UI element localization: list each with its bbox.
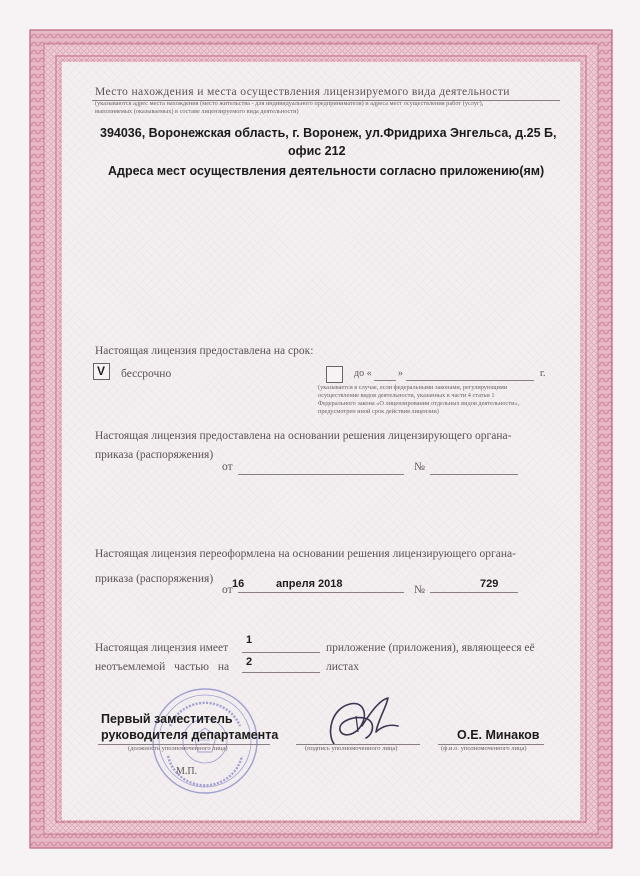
appendix-line1-suffix: приложение (приложения), являющееся её [326,642,535,654]
until-note-line2: осуществление видов деятельности, указанных в части 4 статьи 1 [318,392,495,399]
seal-label: М.П. [176,766,198,777]
signature-caption: (подпись уполномоченного лица) [305,745,398,752]
until-mid: » [398,368,403,379]
term-label: Настоящая лицензия предоставлена на срок: [95,345,314,357]
basis-line-1: Настоящая лицензия предоставлена на основании решения лицензирующего органа- [95,430,512,442]
indefinite-check-mark: V [97,364,106,378]
until-year-suffix: г. [540,368,546,379]
signer-name: О.Е. Минаков [457,728,540,742]
address-line-1: 394036, Воронежская область, г. Воронеж, ул.Фридриха Энгельса, д.25 Б, [100,126,557,140]
appendix-sheets-line [242,672,320,673]
appendix-line2-suffix: листах [326,661,360,673]
reissue-line-1: Настоящая лицензия переоформлена на основании решения лицензирующего органа- [95,548,516,560]
address-line-3: Адреса мест осуществления деятельности согласно приложению(ям) [108,164,545,178]
appendix-count-line [242,652,320,653]
reissue-line-2: приказа (распоряжения) [95,573,214,585]
until-note-line1: (указывается в случае, если федеральными законами, регулирующими [318,384,508,391]
header-note-line2: выполняемых (оказываемых) в составе лицензируемого вида деятельности) [95,108,299,115]
header-note-line1: (указываются адрес места нахождения (место жительства - для индивидуального предпринимателя) и адреса мест осуществления работ (услуг), [95,100,484,107]
appendix-sheets: 2 [246,656,253,668]
until-date-line [406,380,534,381]
basis-from-label: от [222,461,233,473]
basis-number-line [430,474,518,475]
name-caption: (ф.и.о. уполномоченного лица) [441,745,527,752]
reissue-number-line [430,592,518,593]
appendix-line2-prefix: неотъемлемой частью на [95,661,230,673]
header-title: Место нахождения и места осуществления лицензируемого вида деятельности [95,85,510,98]
position-caption: (должность уполномоченного лица) [128,745,228,752]
basis-number-label: № [414,461,425,473]
until-note-line3: Федерального закона «О лицензировании отдельных видов деятельности», [318,400,520,407]
appendix-count: 1 [246,634,253,646]
reissue-month-year: апреля 2018 [276,578,343,590]
until-day-line [374,380,396,381]
indefinite-checkbox [93,363,110,380]
until-note-line4: предусмотрен иной срок действия лицензии) [318,408,439,415]
reissue-number: 729 [480,578,499,590]
reissue-number-label: № [414,584,425,596]
until-prefix: до « [354,368,372,379]
appendix-line1-prefix: Настоящая лицензия имеет [95,642,229,654]
reissue-day: 16 [232,578,245,590]
until-checkbox [326,366,343,383]
signer-position-line2: руководителя департамента [101,728,279,742]
signer-position-line1: Первый заместитель [101,712,233,726]
address-line-2: офис 212 [288,144,346,158]
reissue-from-label: от [222,584,233,596]
reissue-date-line [238,592,404,593]
basis-line-2: приказа (распоряжения) [95,449,214,461]
indefinite-label: бессрочно [121,368,172,380]
basis-date-line [238,474,404,475]
